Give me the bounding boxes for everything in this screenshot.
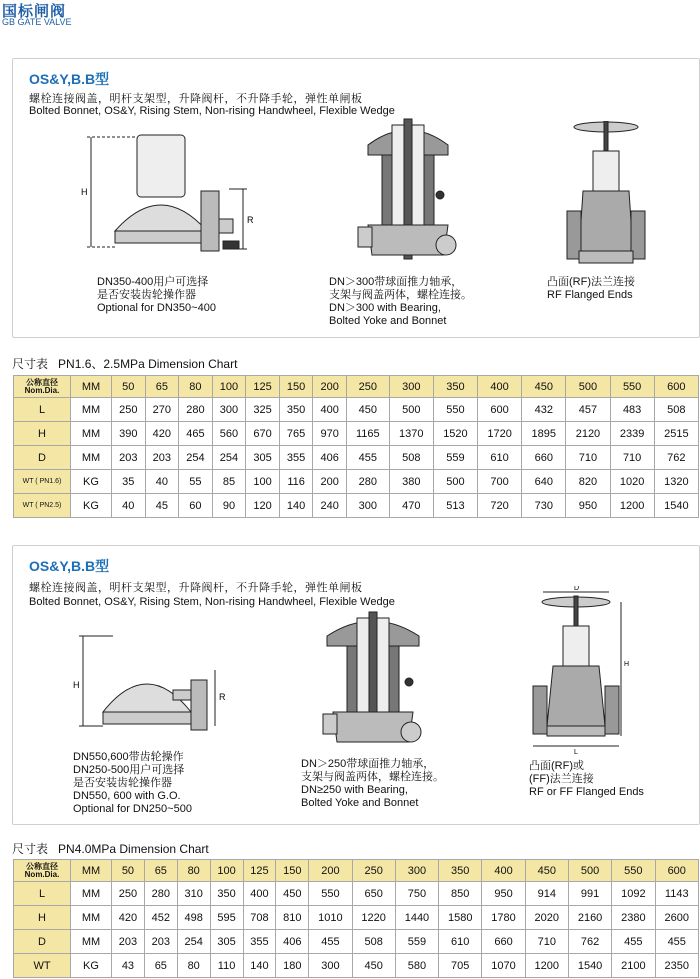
nom-dia-en: Nom.Dia.: [24, 385, 60, 395]
table-cell: 991: [568, 882, 611, 906]
description-cn: 螺栓连接阀盖，明杆支架型，升降阀杆，不升降手轮，弹性单闸板: [29, 93, 363, 105]
dim-h: H: [81, 187, 88, 197]
chart2-title-cn: 尺寸表: [12, 842, 49, 856]
table-cell: 400: [243, 882, 276, 906]
caption-mid-line4: Bolted Yoke and Bonnet: [329, 315, 447, 327]
table-cell: 60: [179, 494, 213, 518]
table-cell: 325: [246, 398, 280, 422]
table-cell: 450: [346, 398, 389, 422]
elevation-drawing: [561, 121, 651, 271]
table-row: [14, 954, 699, 978]
dim-h: H: [73, 680, 80, 690]
table-cell: 100: [246, 470, 280, 494]
caption-mid-line1: DN＞300带球面推力轴承，: [329, 276, 463, 288]
table-cell: 85: [212, 470, 246, 494]
size-header: 65: [145, 376, 179, 398]
dim-d: D: [574, 586, 580, 592]
caption-left-line1: DN350-400用户可选择: [97, 276, 209, 288]
table-cell: 710: [610, 446, 654, 470]
row-label: D: [14, 446, 71, 470]
table-cell: 305: [210, 930, 243, 954]
table-cell: 280: [144, 882, 177, 906]
table-cell: 810: [276, 906, 309, 930]
unit-header: MM: [71, 376, 112, 398]
table-cell: 1220: [352, 906, 395, 930]
table-cell: 400: [313, 398, 347, 422]
table-cell: 116: [279, 470, 313, 494]
table-cell: 1780: [482, 906, 525, 930]
table-cell: 65: [144, 954, 177, 978]
table-cell: 1540: [568, 954, 611, 978]
chart2-title-en: PN4.0MPa Dimension Chart: [58, 842, 209, 856]
caption-left-line2: 是否安装齿轮操作器: [97, 289, 196, 301]
table-cell: 380: [389, 470, 433, 494]
table-cell: 508: [654, 398, 698, 422]
table-cell: 950: [482, 882, 525, 906]
table-cell: 455: [346, 446, 389, 470]
table-cell: 203: [112, 930, 145, 954]
caption-left-line3: 是否安装齿轮操作器: [73, 777, 172, 789]
row-unit: MM: [71, 882, 112, 906]
header-title-cn: 国标闸阀: [2, 3, 67, 20]
table-cell: 670: [246, 422, 280, 446]
table-cell: 1720: [478, 422, 522, 446]
table-cell: 110: [210, 954, 243, 978]
size-header: 80: [177, 860, 210, 882]
description-cn: 螺栓连接阀盖，明杆支架型，升降阀杆，不升降手轮，弹性单闸板: [29, 582, 363, 594]
table-cell: 350: [279, 398, 313, 422]
product-panel-2: [12, 545, 700, 825]
row-label: L: [14, 398, 71, 422]
table-cell: 305: [246, 446, 280, 470]
table-cell: 1020: [610, 470, 654, 494]
section-drawing: [313, 608, 433, 748]
row-label: D: [14, 930, 71, 954]
row-unit: KG: [71, 470, 112, 494]
nom-dia-header: [14, 376, 71, 398]
table-row: [14, 882, 699, 906]
table-cell: 559: [395, 930, 438, 954]
table-cell: 455: [309, 930, 352, 954]
table-cell: 2100: [612, 954, 655, 978]
table-cell: 452: [144, 906, 177, 930]
caption-mid-line4: Bolted Yoke and Bonnet: [301, 797, 419, 809]
table-cell: 1010: [309, 906, 352, 930]
size-header: 350: [433, 376, 477, 398]
table-cell: 1370: [389, 422, 433, 446]
size-header: 100: [212, 376, 246, 398]
table-cell: 432: [522, 398, 566, 422]
row-unit: MM: [71, 422, 112, 446]
header-title-en: GB GATE VALVE: [2, 17, 72, 27]
unit-header: MM: [71, 860, 112, 882]
dim-l: L: [574, 749, 578, 756]
caption-mid-line1: DN＞250带球面推力轴承，: [301, 758, 435, 770]
table-cell: 2515: [654, 422, 698, 446]
table-cell: 580: [395, 954, 438, 978]
size-header: 550: [612, 860, 655, 882]
table-row: [14, 446, 699, 470]
table-cell: 762: [568, 930, 611, 954]
table-cell: 508: [389, 446, 433, 470]
table-cell: 355: [243, 930, 276, 954]
row-label: L: [14, 882, 71, 906]
table-cell: 970: [313, 422, 347, 446]
table-cell: 120: [246, 494, 280, 518]
row-label: H: [14, 422, 71, 446]
table-cell: 450: [276, 882, 309, 906]
size-header: 250: [352, 860, 395, 882]
table-row: [14, 422, 699, 446]
table-header-row: [14, 376, 699, 398]
table-cell: 2160: [568, 906, 611, 930]
caption-left-line4: DN550, 600 with G.O.: [73, 790, 181, 802]
table-cell: 2339: [610, 422, 654, 446]
table-cell: 660: [522, 446, 566, 470]
table-cell: 40: [112, 494, 146, 518]
caption-right-line3: RF or FF Flanged Ends: [529, 786, 644, 798]
size-header: 300: [389, 376, 433, 398]
table-cell: 610: [478, 446, 522, 470]
table-cell: 600: [478, 398, 522, 422]
size-header: 450: [522, 376, 566, 398]
table-cell: 550: [433, 398, 477, 422]
row-unit: MM: [71, 398, 112, 422]
table-cell: 250: [112, 398, 146, 422]
table-cell: 720: [478, 494, 522, 518]
table-cell: 1440: [395, 906, 438, 930]
table-cell: 455: [612, 930, 655, 954]
row-unit: MM: [71, 446, 112, 470]
row-label: WT ( PN1.6): [14, 470, 71, 494]
caption-mid-line3: DN＞300 with Bearing,: [329, 302, 441, 314]
table-cell: 710: [525, 930, 568, 954]
size-header: 100: [210, 860, 243, 882]
table-cell: 43: [112, 954, 145, 978]
table-cell: 650: [352, 882, 395, 906]
table-row: [14, 398, 699, 422]
caption-mid-line2: 支架与阀盖两体，螺栓连接。: [301, 771, 444, 783]
dim-r: R: [247, 215, 254, 225]
table-cell: 1200: [525, 954, 568, 978]
table-cell: 700: [478, 470, 522, 494]
table-cell: 55: [179, 470, 213, 494]
table-cell: 270: [145, 398, 179, 422]
row-label: WT ( PN2.5): [14, 494, 71, 518]
size-header: 500: [568, 860, 611, 882]
table-cell: 498: [177, 906, 210, 930]
description-en: Bolted Bonnet, OS&Y, Rising Stem, Non-rising Handwheel, Flexible Wedge: [29, 596, 395, 608]
table-cell: 762: [654, 446, 698, 470]
size-header: 600: [655, 860, 699, 882]
row-unit: MM: [71, 930, 112, 954]
table-cell: 455: [655, 930, 699, 954]
table-cell: 914: [525, 882, 568, 906]
table-cell: 1070: [482, 954, 525, 978]
table-cell: 1092: [612, 882, 655, 906]
table-cell: 406: [276, 930, 309, 954]
table-cell: 355: [279, 446, 313, 470]
nom-dia-cn: 公称直径: [26, 861, 58, 871]
table-cell: 640: [522, 470, 566, 494]
row-label: H: [14, 906, 71, 930]
caption-mid-line3: DN≥250 with Bearing,: [301, 784, 408, 796]
table-cell: 240: [313, 494, 347, 518]
panel-title: OS&Y,B.B型: [29, 71, 110, 87]
table-cell: 2600: [655, 906, 699, 930]
table-cell: 254: [177, 930, 210, 954]
table-cell: 1165: [346, 422, 389, 446]
table-cell: 470: [389, 494, 433, 518]
table-cell: 850: [439, 882, 482, 906]
size-header: 200: [313, 376, 347, 398]
elevation-drawing: [525, 586, 635, 756]
table-cell: 559: [433, 446, 477, 470]
size-header: 400: [482, 860, 525, 882]
table-cell: 80: [177, 954, 210, 978]
table-cell: 508: [352, 930, 395, 954]
table-row: [14, 906, 699, 930]
size-header: 50: [112, 860, 145, 882]
table-cell: 820: [566, 470, 610, 494]
section-drawing: [348, 115, 468, 265]
caption-right-line2: (FF)法兰连接: [529, 773, 594, 785]
table-cell: 513: [433, 494, 477, 518]
table-cell: 750: [395, 882, 438, 906]
table-cell: 595: [210, 906, 243, 930]
description-en: Bolted Bonnet, OS&Y, Rising Stem, Non-rising Handwheel, Flexible Wedge: [29, 105, 395, 117]
table-cell: 483: [610, 398, 654, 422]
gear-operator-drawing: [75, 131, 275, 261]
table-cell: 310: [177, 882, 210, 906]
size-header: 550: [610, 376, 654, 398]
caption-right-line2: RF Flanged Ends: [547, 289, 633, 301]
table-cell: 1540: [654, 494, 698, 518]
caption-mid-line2: 支架与阀盖两体，螺栓连接。: [329, 289, 472, 301]
table-cell: 420: [145, 422, 179, 446]
chart1-title-cn: 尺寸表: [12, 357, 49, 371]
size-header: 50: [112, 376, 146, 398]
table-cell: 710: [566, 446, 610, 470]
table-cell: 203: [112, 446, 146, 470]
table-cell: 420: [112, 906, 145, 930]
table-cell: 730: [522, 494, 566, 518]
size-header: 150: [276, 860, 309, 882]
table-cell: 2350: [655, 954, 699, 978]
table-cell: 406: [313, 446, 347, 470]
table-cell: 705: [439, 954, 482, 978]
size-header: 600: [654, 376, 698, 398]
gear-operator-drawing: [73, 626, 253, 736]
table-cell: 708: [243, 906, 276, 930]
table-cell: 1143: [655, 882, 699, 906]
table-row: [14, 930, 699, 954]
size-header: 65: [144, 860, 177, 882]
table-cell: 950: [566, 494, 610, 518]
table-cell: 280: [346, 470, 389, 494]
table-cell: 2380: [612, 906, 655, 930]
table-cell: 2020: [525, 906, 568, 930]
caption-left-line3: Optional for DN350~400: [97, 302, 216, 314]
size-header: 150: [279, 376, 313, 398]
caption-left-line5: Optional for DN250~500: [73, 803, 192, 815]
row-label: WT: [14, 954, 71, 978]
table-cell: 765: [279, 422, 313, 446]
table-cell: 40: [145, 470, 179, 494]
dimension-table-2: [13, 859, 699, 978]
table-cell: 280: [179, 398, 213, 422]
size-header: 200: [309, 860, 352, 882]
table-cell: 550: [309, 882, 352, 906]
table-cell: 203: [145, 446, 179, 470]
size-header: 450: [525, 860, 568, 882]
table-cell: 90: [212, 494, 246, 518]
table-cell: 390: [112, 422, 146, 446]
nom-dia-cn: 公称直径: [26, 377, 58, 387]
table-cell: 465: [179, 422, 213, 446]
table-cell: 300: [212, 398, 246, 422]
table-cell: 1895: [522, 422, 566, 446]
table-cell: 660: [482, 930, 525, 954]
table-cell: 254: [179, 446, 213, 470]
table-row: [14, 494, 699, 518]
table-cell: 1580: [439, 906, 482, 930]
table-cell: 610: [439, 930, 482, 954]
table-cell: 500: [433, 470, 477, 494]
table-cell: 560: [212, 422, 246, 446]
chart1-title: [12, 355, 237, 372]
table-cell: 203: [144, 930, 177, 954]
table-cell: 1320: [654, 470, 698, 494]
size-header: 125: [243, 860, 276, 882]
chart1-title-en: PN1.6、2.5MPa Dimension Chart: [58, 357, 238, 371]
nom-dia-header: [14, 860, 71, 882]
chart2-title: [12, 840, 209, 857]
size-header: 300: [395, 860, 438, 882]
size-header: 125: [246, 376, 280, 398]
table-header-row: [14, 860, 699, 882]
caption-left-line1: DN550,600带齿轮操作: [73, 751, 184, 763]
caption-right-line1: 凸面(RF)法兰连接: [547, 276, 635, 288]
product-panel-1: [12, 58, 700, 338]
table-cell: 254: [212, 446, 246, 470]
size-header: 400: [478, 376, 522, 398]
table-cell: 140: [279, 494, 313, 518]
size-header: 500: [566, 376, 610, 398]
size-header: 250: [346, 376, 389, 398]
table-cell: 457: [566, 398, 610, 422]
table-cell: 1200: [610, 494, 654, 518]
table-cell: 250: [112, 882, 145, 906]
table-cell: 350: [210, 882, 243, 906]
table-cell: 1520: [433, 422, 477, 446]
table-cell: 140: [243, 954, 276, 978]
table-cell: 35: [112, 470, 146, 494]
row-unit: MM: [71, 906, 112, 930]
nom-dia-en: Nom.Dia.: [24, 869, 60, 879]
table-cell: 45: [145, 494, 179, 518]
table-cell: 450: [352, 954, 395, 978]
row-unit: KG: [71, 954, 112, 978]
dim-r: R: [219, 692, 226, 702]
table-cell: 300: [309, 954, 352, 978]
size-header: 80: [179, 376, 213, 398]
caption-left-line2: DN250-500用户可选择: [73, 764, 185, 776]
table-cell: 180: [276, 954, 309, 978]
size-header: 350: [439, 860, 482, 882]
dim-h-elev: H: [624, 661, 630, 668]
table-cell: 200: [313, 470, 347, 494]
table-row: [14, 470, 699, 494]
table-cell: 300: [346, 494, 389, 518]
row-unit: KG: [71, 494, 112, 518]
panel-title: OS&Y,B.B型: [29, 558, 110, 574]
table-cell: 2120: [566, 422, 610, 446]
caption-right-line1: 凸面(RF)或: [529, 760, 584, 772]
table-cell: 500: [389, 398, 433, 422]
dimension-table-1: [13, 375, 699, 518]
